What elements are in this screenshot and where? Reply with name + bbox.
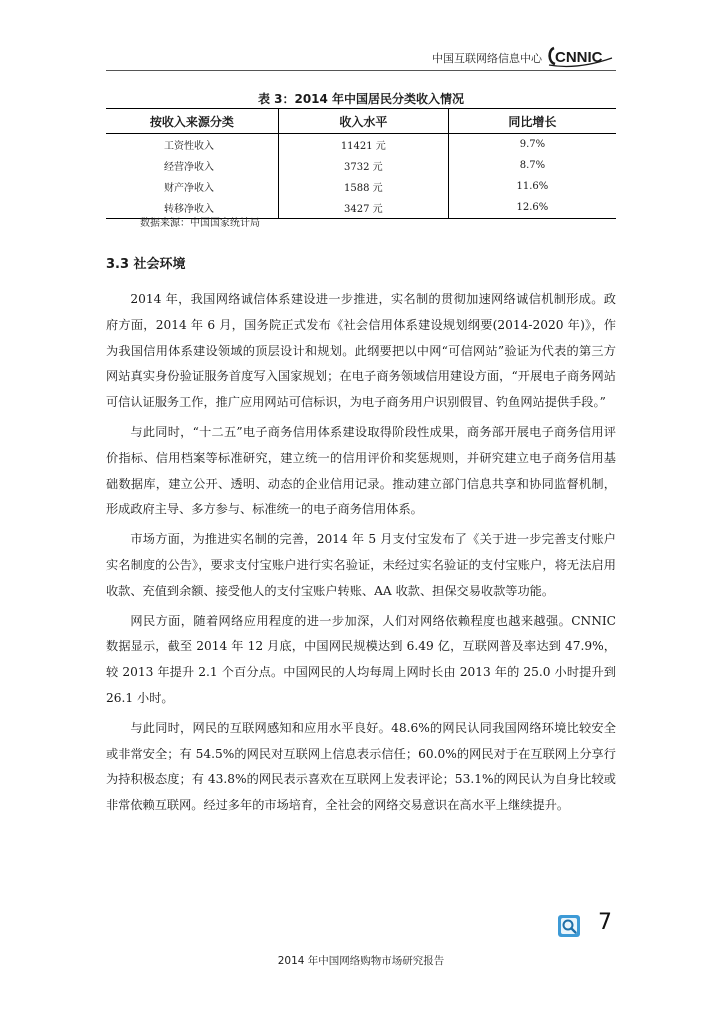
column-header: 同比增长 [448, 109, 616, 134]
section-heading: 3.3 社会环境 [106, 257, 186, 272]
table-cell: 11.6% [448, 176, 616, 197]
table-source-note: 数据来源：中国国家统计局 [140, 218, 260, 229]
column-header: 按收入来源分类 [106, 109, 278, 134]
table-cell: 经营净收入 [164, 162, 214, 173]
body-text [106, 287, 616, 823]
table-row [106, 155, 616, 176]
report-magnifier-icon [557, 914, 581, 938]
page-number: 7 [598, 910, 612, 935]
table-cell: 财产净收入 [164, 183, 214, 194]
paragraph: 与此同时，“十二五”电子商务信用体系建设取得阶段性成果，商务部开展电子商务信用评价指标、信用档案等标准研究，建立统一的信用评价和奖惩规则，并研究建立电子商务信用基础数据库，建立公开、透明、动态的企业信用记录。推动建立部门信息共享和协同监督机制，形成政府主导、多方参与、标准统一的电子商务信用体系。 [106, 424, 616, 517]
table-caption: 表 3：2014 年中国居民分类收入情况 [257, 92, 465, 106]
paragraph: 网民方面，随着网络应用程度的进一步加深，人们对网络依赖程度也越来越强。CNNIC 数据显示，截至 2014 年 12 月底，中国网民规模达到 6.49 亿，互联网普及率达到 47.9%，较 2013 年提升 2.1 个百分点。中国网民的人均每周上网时长由 2013 年的 25.0 小时提升到 26.1 小时。 [106, 613, 616, 705]
paragraph: 市场方面，为推进实名制的完善，2014 年 5 月支付宝发布了《关于进一步完善支付账户实名制度的公告》，要求支付宝账户进行实名验证，未经过实名验证的支付宝账户，将无法启用收款、充值到余额、接受他人的支付宝账户转账、AA 收款、担保交易收款等功能。 [106, 532, 616, 598]
table-cell: 8.7% [448, 155, 616, 176]
table-cell: 转移净收入 [106, 197, 278, 219]
paragraph: 与此同时，网民的互联网感知和应用水平良好。48.6%的网民认同我国网络环境比较安全或非常安全；有 54.5%的网民对互联网上信息表示信任；60.0%的网民对于在互联网上分享行为持积极态度；有 43.8%的网民表示喜欢在互联网上发表评论；53.1%的网民认为自身比较或非常依赖互联网。经过多年的市场培育，全社会的网络交易意识在高水平上继续提升。 [106, 720, 616, 813]
table-cell: 3427 元 [278, 197, 448, 219]
table-header-row [106, 109, 616, 134]
table-cell: 3732 元 [278, 155, 448, 176]
table-cell: 工资性收入 [164, 141, 214, 152]
table-row [106, 176, 616, 197]
table-cell: 11421 元 [278, 134, 448, 156]
table-cell: 9.7% [448, 134, 616, 156]
svg-text:CNNIC: CNNIC [555, 49, 603, 66]
table-cell: 1588 元 [278, 176, 448, 197]
income-table [106, 108, 616, 219]
paragraph: 2014 年，我国网络诚信体系建设进一步推进，实名制的贯彻加速网络诚信机制形成。政府方面，2014 年 6 月，国务院正式发布《社会信用体系建设规划纲要(2014-2020 年)》，作为我国信用体系建设领域的顶层设计和规划。此纲要把以中网“可信网站”验证为代表的第三方网站真实身份验证服务首度写入国家规划；在电子商务领域信用建设方面，“开展电子商务网站可信认证服务工作，推广应用网站可信标识，为电子商务用户识别假冒、钓鱼网站提供手段。” [106, 292, 616, 410]
header-org-name: 中国互联网络信息中心 [432, 52, 542, 65]
page-header [106, 44, 616, 71]
page-footer: 2014 年中国网络购物市场研究报告 [277, 955, 445, 967]
table-cell: 12.6% [448, 197, 616, 219]
table-row [106, 134, 616, 156]
column-header: 收入水平 [278, 109, 448, 134]
cnnic-logo [546, 44, 616, 68]
